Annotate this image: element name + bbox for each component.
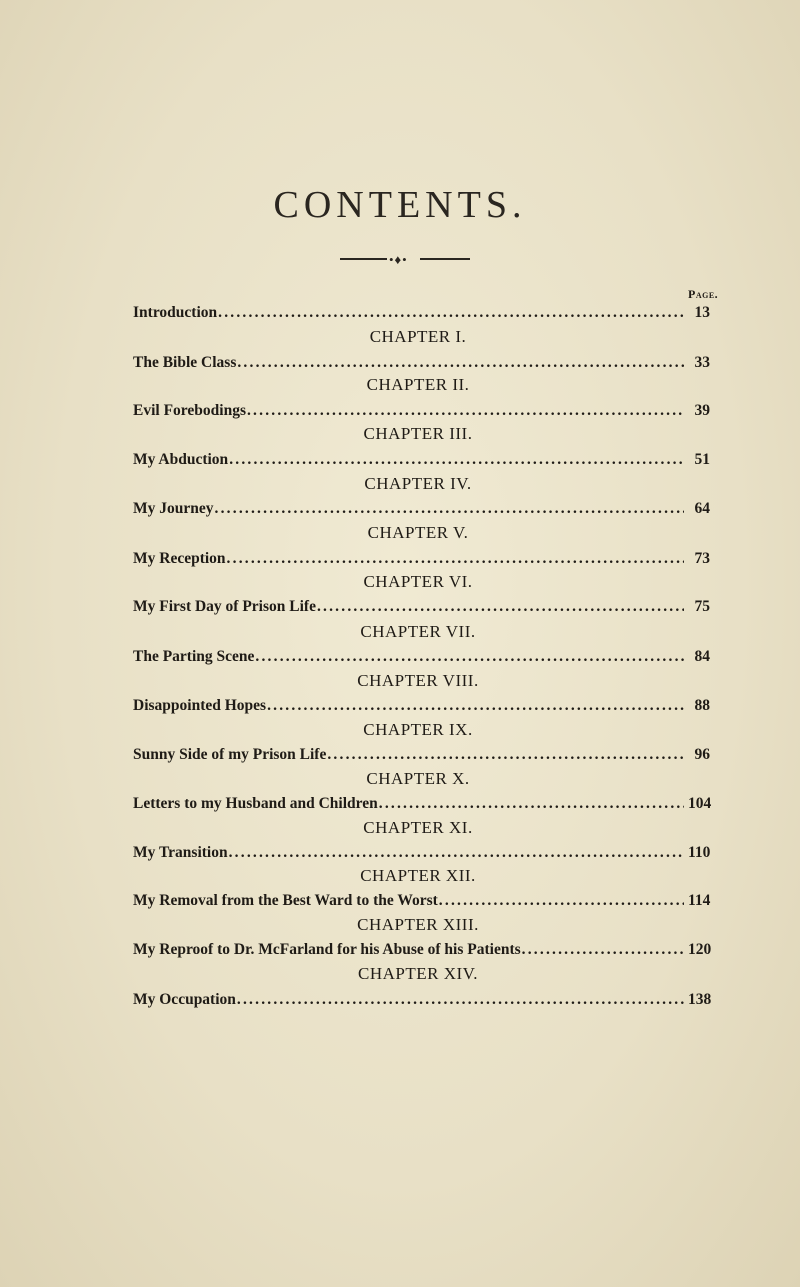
entry-page: 13 [694, 304, 710, 321]
toc-entry[interactable] [133, 648, 710, 666]
entry-page: 39 [694, 402, 710, 419]
entry-title: Sunny Side of my Prison Life [133, 746, 327, 763]
entry-page: 138 [688, 991, 712, 1008]
chapter-heading: CHAPTER IV. [364, 474, 472, 493]
toc-entry[interactable] [133, 746, 710, 764]
dot-leader [247, 402, 684, 420]
toc-entry[interactable] [133, 354, 710, 372]
dot-leader [522, 941, 684, 959]
dot-leader [327, 746, 684, 764]
dot-leader [439, 892, 684, 910]
toc-entry[interactable] [133, 991, 710, 1009]
toc-entry[interactable] [133, 550, 710, 568]
page-title: CONTENTS. [273, 184, 527, 226]
entry-page: 120 [688, 941, 712, 958]
toc-entry[interactable] [133, 500, 710, 518]
entry-page: 64 [694, 500, 710, 517]
chapter-heading: CHAPTER XII. [360, 866, 476, 885]
entry-page: 114 [688, 892, 711, 909]
entry-title: My First Day of Prison Life [133, 598, 316, 615]
entry-page: 73 [694, 550, 710, 567]
chapter-heading: CHAPTER I. [369, 327, 467, 346]
entry-title: My Reproof to Dr. McFarland for his Abuse of his Patients [133, 941, 521, 958]
chapter-heading: CHAPTER VI. [363, 572, 473, 591]
dot-leader [229, 451, 684, 469]
entry-title: My Reception [133, 550, 226, 567]
entry-page: 33 [694, 354, 710, 371]
toc-entry[interactable] [133, 941, 710, 959]
chapter-heading: CHAPTER VIII. [357, 671, 479, 690]
entry-title: Evil Forebodings [133, 402, 246, 419]
toc-entry[interactable] [133, 402, 710, 420]
chapter-heading: CHAPTER XIII. [357, 915, 479, 934]
entry-page: 96 [694, 746, 710, 763]
chapter-heading: CHAPTER II. [366, 375, 470, 394]
entry-page: 104 [688, 795, 712, 812]
entry-title: Letters to my Husband and Children [133, 795, 378, 812]
dot-leader [317, 598, 684, 616]
entry-page: 110 [688, 844, 711, 861]
entry-page: 84 [694, 648, 710, 665]
dot-leader [229, 844, 684, 862]
chapter-heading: CHAPTER V. [367, 523, 469, 542]
entry-page: 51 [694, 451, 710, 468]
toc-entry-introduction[interactable] [133, 304, 710, 322]
toc-entry[interactable] [133, 598, 710, 616]
toc-entry[interactable] [133, 451, 710, 469]
toc-entry[interactable] [133, 892, 710, 910]
entry-title: My Journey [133, 500, 214, 517]
entry-title: My Removal from the Best Ward to the Worst [133, 892, 438, 909]
title-ornament: •♦• [340, 254, 470, 264]
entry-title: The Parting Scene [133, 648, 255, 665]
chapter-heading: CHAPTER III. [363, 424, 473, 443]
dot-leader [237, 354, 684, 372]
chapter-heading: CHAPTER XI. [363, 818, 473, 837]
chapter-heading: CHAPTER IX. [363, 720, 473, 739]
dot-leader [379, 795, 684, 813]
entry-title: My Transition [133, 844, 228, 861]
chapter-heading: CHAPTER XIV. [358, 964, 478, 983]
dot-leader [267, 697, 684, 715]
page-column-header: Page. [688, 287, 719, 301]
chapter-heading: CHAPTER X. [366, 769, 470, 788]
dot-leader [227, 550, 684, 568]
dot-leader [255, 648, 684, 666]
toc-entry[interactable] [133, 844, 710, 862]
toc-entry[interactable] [133, 795, 710, 813]
entry-title: Introduction [133, 304, 218, 321]
toc-entry[interactable] [133, 697, 710, 715]
entry-title: The Bible Class [133, 354, 237, 371]
dot-leader [215, 500, 684, 518]
entry-page: 75 [694, 598, 710, 615]
dot-leader [218, 304, 684, 322]
entry-page: 88 [694, 697, 710, 714]
entry-title: Disappointed Hopes [133, 697, 267, 714]
entry-title: My Abduction [133, 451, 229, 468]
chapter-heading: CHAPTER VII. [360, 622, 476, 641]
entry-title: My Occupation [133, 991, 236, 1008]
dot-leader [237, 991, 684, 1009]
